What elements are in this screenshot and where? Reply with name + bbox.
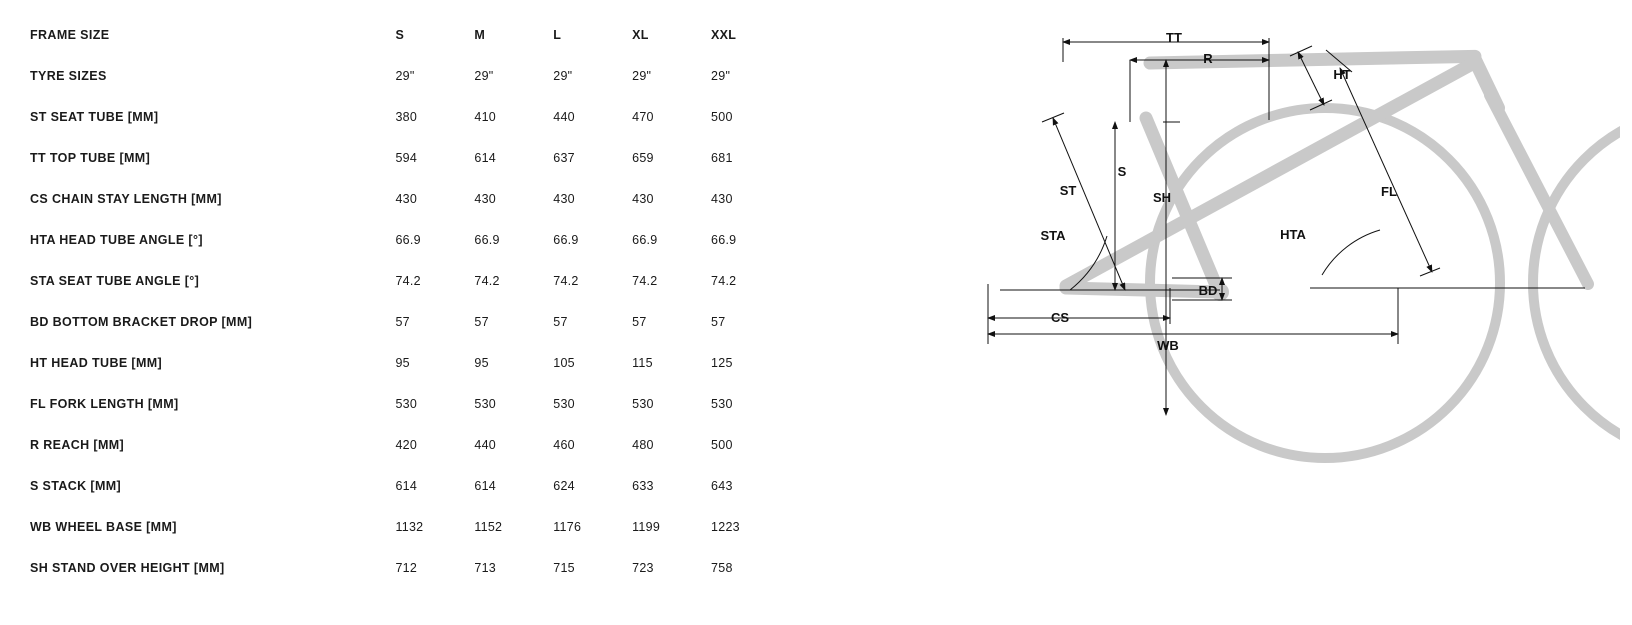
- row-value: 530: [632, 396, 654, 411]
- row-value: 57: [553, 314, 568, 329]
- row-value: 74.2: [553, 273, 579, 288]
- label-bd: BD: [1198, 283, 1218, 298]
- row-label: ST SEAT TUBE [MM]: [30, 109, 159, 124]
- st-ext-top: [1042, 113, 1064, 122]
- label-s: S: [1117, 164, 1127, 179]
- table-header-label: FRAME SIZE: [30, 27, 110, 42]
- row-value: 614: [395, 478, 418, 493]
- row-value: 723: [632, 560, 654, 575]
- row-value: 29": [395, 68, 415, 83]
- table-row: [30, 506, 790, 547]
- geometry-table: [30, 14, 790, 588]
- row-value: 470: [632, 109, 654, 124]
- row-value: 430: [711, 191, 733, 206]
- row-value: 57: [395, 314, 410, 329]
- row-value: 95: [474, 355, 489, 370]
- row-value: 29": [474, 68, 494, 83]
- table-row: [30, 219, 790, 260]
- row-value: 66.9: [395, 232, 421, 247]
- geometry-table-body: [30, 14, 790, 588]
- row-value: 57: [711, 314, 726, 329]
- row-value: 633: [632, 478, 654, 493]
- table-row: [30, 383, 790, 424]
- row-value: 57: [632, 314, 647, 329]
- row-label: FL FORK LENGTH [MM]: [30, 396, 179, 411]
- row-label: R REACH [MM]: [30, 437, 125, 452]
- row-value: 624: [553, 478, 575, 493]
- row-label: SH STAND OVER HEIGHT [MM]: [30, 560, 225, 575]
- table-header-size-xxl: XXL: [711, 27, 737, 42]
- row-value: 1176: [553, 519, 582, 534]
- label-r: R: [1203, 51, 1213, 66]
- row-value: 430: [553, 191, 575, 206]
- row-value: 74.2: [711, 273, 737, 288]
- row-value: 66.9: [553, 232, 579, 247]
- row-value: 125: [711, 355, 733, 370]
- row-label: CS CHAIN STAY LENGTH [MM]: [30, 191, 222, 206]
- table-row: [30, 137, 790, 178]
- row-value: 66.9: [632, 232, 658, 247]
- bike-frame-graphic: [1066, 56, 1620, 458]
- row-value: 95: [395, 355, 410, 370]
- table-row: [30, 55, 790, 96]
- row-value: 1152: [474, 519, 503, 534]
- row-value: 480: [632, 437, 654, 452]
- row-label: TYRE SIZES: [30, 68, 107, 83]
- row-value: 530: [474, 396, 496, 411]
- table-row: [30, 465, 790, 506]
- row-label: S STACK [MM]: [30, 478, 122, 493]
- row-value: 681: [711, 150, 733, 165]
- bike-geometry-diagram: [820, 0, 1620, 625]
- row-value: 500: [711, 109, 733, 124]
- row-value: 614: [474, 150, 496, 165]
- label-fl: FL: [1381, 184, 1397, 199]
- row-value: 712: [395, 560, 418, 575]
- front-wheel: [1533, 108, 1620, 458]
- row-value: 74.2: [632, 273, 658, 288]
- row-label: WB WHEEL BASE [MM]: [30, 519, 177, 534]
- table-row: [30, 547, 790, 588]
- table-row: [30, 342, 790, 383]
- row-value: 530: [395, 396, 418, 411]
- row-value: 460: [553, 437, 575, 452]
- row-value: 66.9: [711, 232, 737, 247]
- label-ht: HT: [1333, 67, 1351, 82]
- table-header-size-m: M: [474, 27, 486, 42]
- row-label: HTA HEAD TUBE ANGLE [°]: [30, 232, 203, 247]
- row-value: 410: [474, 109, 496, 124]
- label-tt: TT: [1166, 30, 1182, 45]
- row-value: 105: [553, 355, 575, 370]
- table-row: [30, 301, 790, 342]
- label-sh: SH: [1152, 190, 1172, 205]
- table-row: [30, 424, 790, 465]
- row-label: STA SEAT TUBE ANGLE [°]: [30, 273, 200, 288]
- table-row: [30, 178, 790, 219]
- row-label: HT HEAD TUBE [MM]: [30, 355, 163, 370]
- table-header-size-l: L: [553, 27, 562, 42]
- table-header-size-xl: XL: [632, 27, 649, 42]
- label-cs: CS: [1050, 310, 1070, 325]
- fl-ext-bot: [1420, 268, 1440, 276]
- row-value: 66.9: [474, 232, 500, 247]
- row-label: TT TOP TUBE [MM]: [30, 150, 151, 165]
- row-value: 713: [474, 560, 496, 575]
- row-value: 1199: [632, 519, 661, 534]
- table-row: [30, 96, 790, 137]
- row-value: 420: [395, 437, 418, 452]
- row-value: 29": [711, 68, 731, 83]
- row-value: 594: [395, 150, 418, 165]
- row-value: 430: [474, 191, 496, 206]
- row-value: 29": [553, 68, 573, 83]
- row-value: 643: [711, 478, 733, 493]
- table-header-size-s: S: [395, 27, 405, 42]
- row-value: 380: [395, 109, 418, 124]
- row-value: 614: [474, 478, 496, 493]
- label-sta: STA: [1040, 228, 1066, 243]
- row-value: 715: [553, 560, 575, 575]
- row-value: 500: [711, 437, 733, 452]
- table-header-row: [30, 14, 790, 55]
- row-value: 74.2: [474, 273, 500, 288]
- row-value: 74.2: [395, 273, 421, 288]
- row-value: 440: [553, 109, 575, 124]
- table-row: [30, 260, 790, 301]
- row-value: 430: [395, 191, 418, 206]
- hta-angle-arc: [1322, 230, 1380, 275]
- row-value: 758: [711, 560, 733, 575]
- row-value: 29": [632, 68, 652, 83]
- label-wb: WB: [1157, 338, 1179, 353]
- label-st: ST: [1059, 183, 1077, 198]
- row-value: 57: [474, 314, 489, 329]
- row-value: 1223: [711, 519, 740, 534]
- row-value: 530: [711, 396, 733, 411]
- st-dimension: [1053, 118, 1125, 290]
- row-value: 659: [632, 150, 654, 165]
- row-value: 430: [632, 191, 654, 206]
- row-value: 637: [553, 150, 575, 165]
- row-value: 530: [553, 396, 575, 411]
- row-label: BD BOTTOM BRACKET DROP [MM]: [30, 314, 253, 329]
- label-hta: HTA: [1280, 227, 1306, 242]
- row-value: 1132: [395, 519, 424, 534]
- row-value: 440: [474, 437, 496, 452]
- row-value: 115: [632, 355, 653, 370]
